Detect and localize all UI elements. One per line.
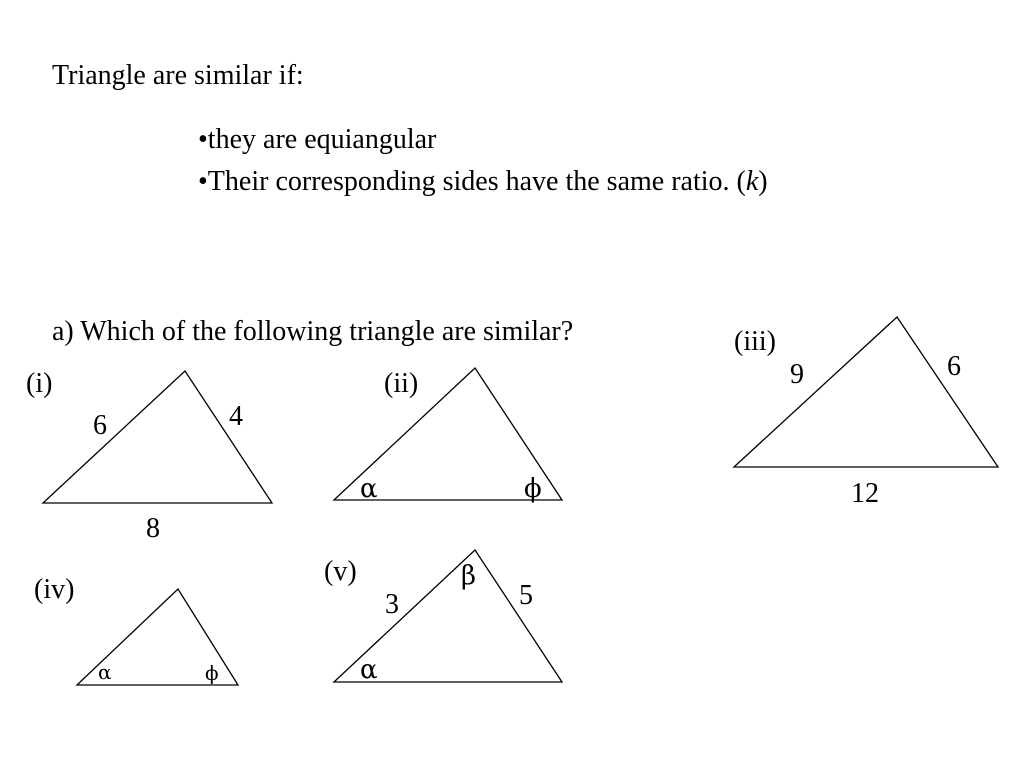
triangle-i-side-left: 6: [93, 410, 107, 441]
triangle-v-side-right: 5: [519, 580, 533, 611]
bullet-equiangular: •they are equiangular: [198, 124, 437, 155]
triangle-ii-label: (ii): [384, 368, 419, 399]
triangle-iii-side-base: 12: [851, 478, 879, 509]
triangle-i-side-right: 4: [229, 401, 243, 432]
triangle-v-angle-beta: β: [461, 561, 477, 591]
triangle-ii-angle-alpha: α: [360, 474, 378, 504]
triangle-i-outline: [43, 371, 272, 503]
triangle-i-side-base: 8: [146, 513, 160, 544]
triangle-v-label: (v): [324, 556, 357, 587]
slide-heading: Triangle are similar if:: [52, 60, 304, 91]
bullet-side-ratio-text: •Their corresponding sides have the same ratio. (: [198, 166, 746, 197]
triangle-iii-side-right: 6: [947, 351, 961, 382]
ratio-close: ): [758, 166, 768, 197]
triangle-iii-side-left: 9: [790, 359, 804, 390]
triangle-iv-angle-alpha: α: [98, 660, 112, 684]
triangle-ii-angle-phi: ϕ: [524, 474, 542, 504]
triangle-iv-label: (iv): [34, 574, 75, 605]
triangle-i-label: (i): [26, 368, 53, 399]
triangle-v-angle-alpha: α: [360, 655, 378, 685]
question-a: a) Which of the following triangle are similar?: [52, 316, 574, 347]
triangle-iii-label: (iii): [734, 326, 776, 357]
triangle-v-side-left: 3: [385, 589, 399, 620]
triangle-iv-angle-phi: ϕ: [205, 661, 219, 685]
ratio-symbol: k: [745, 166, 759, 197]
